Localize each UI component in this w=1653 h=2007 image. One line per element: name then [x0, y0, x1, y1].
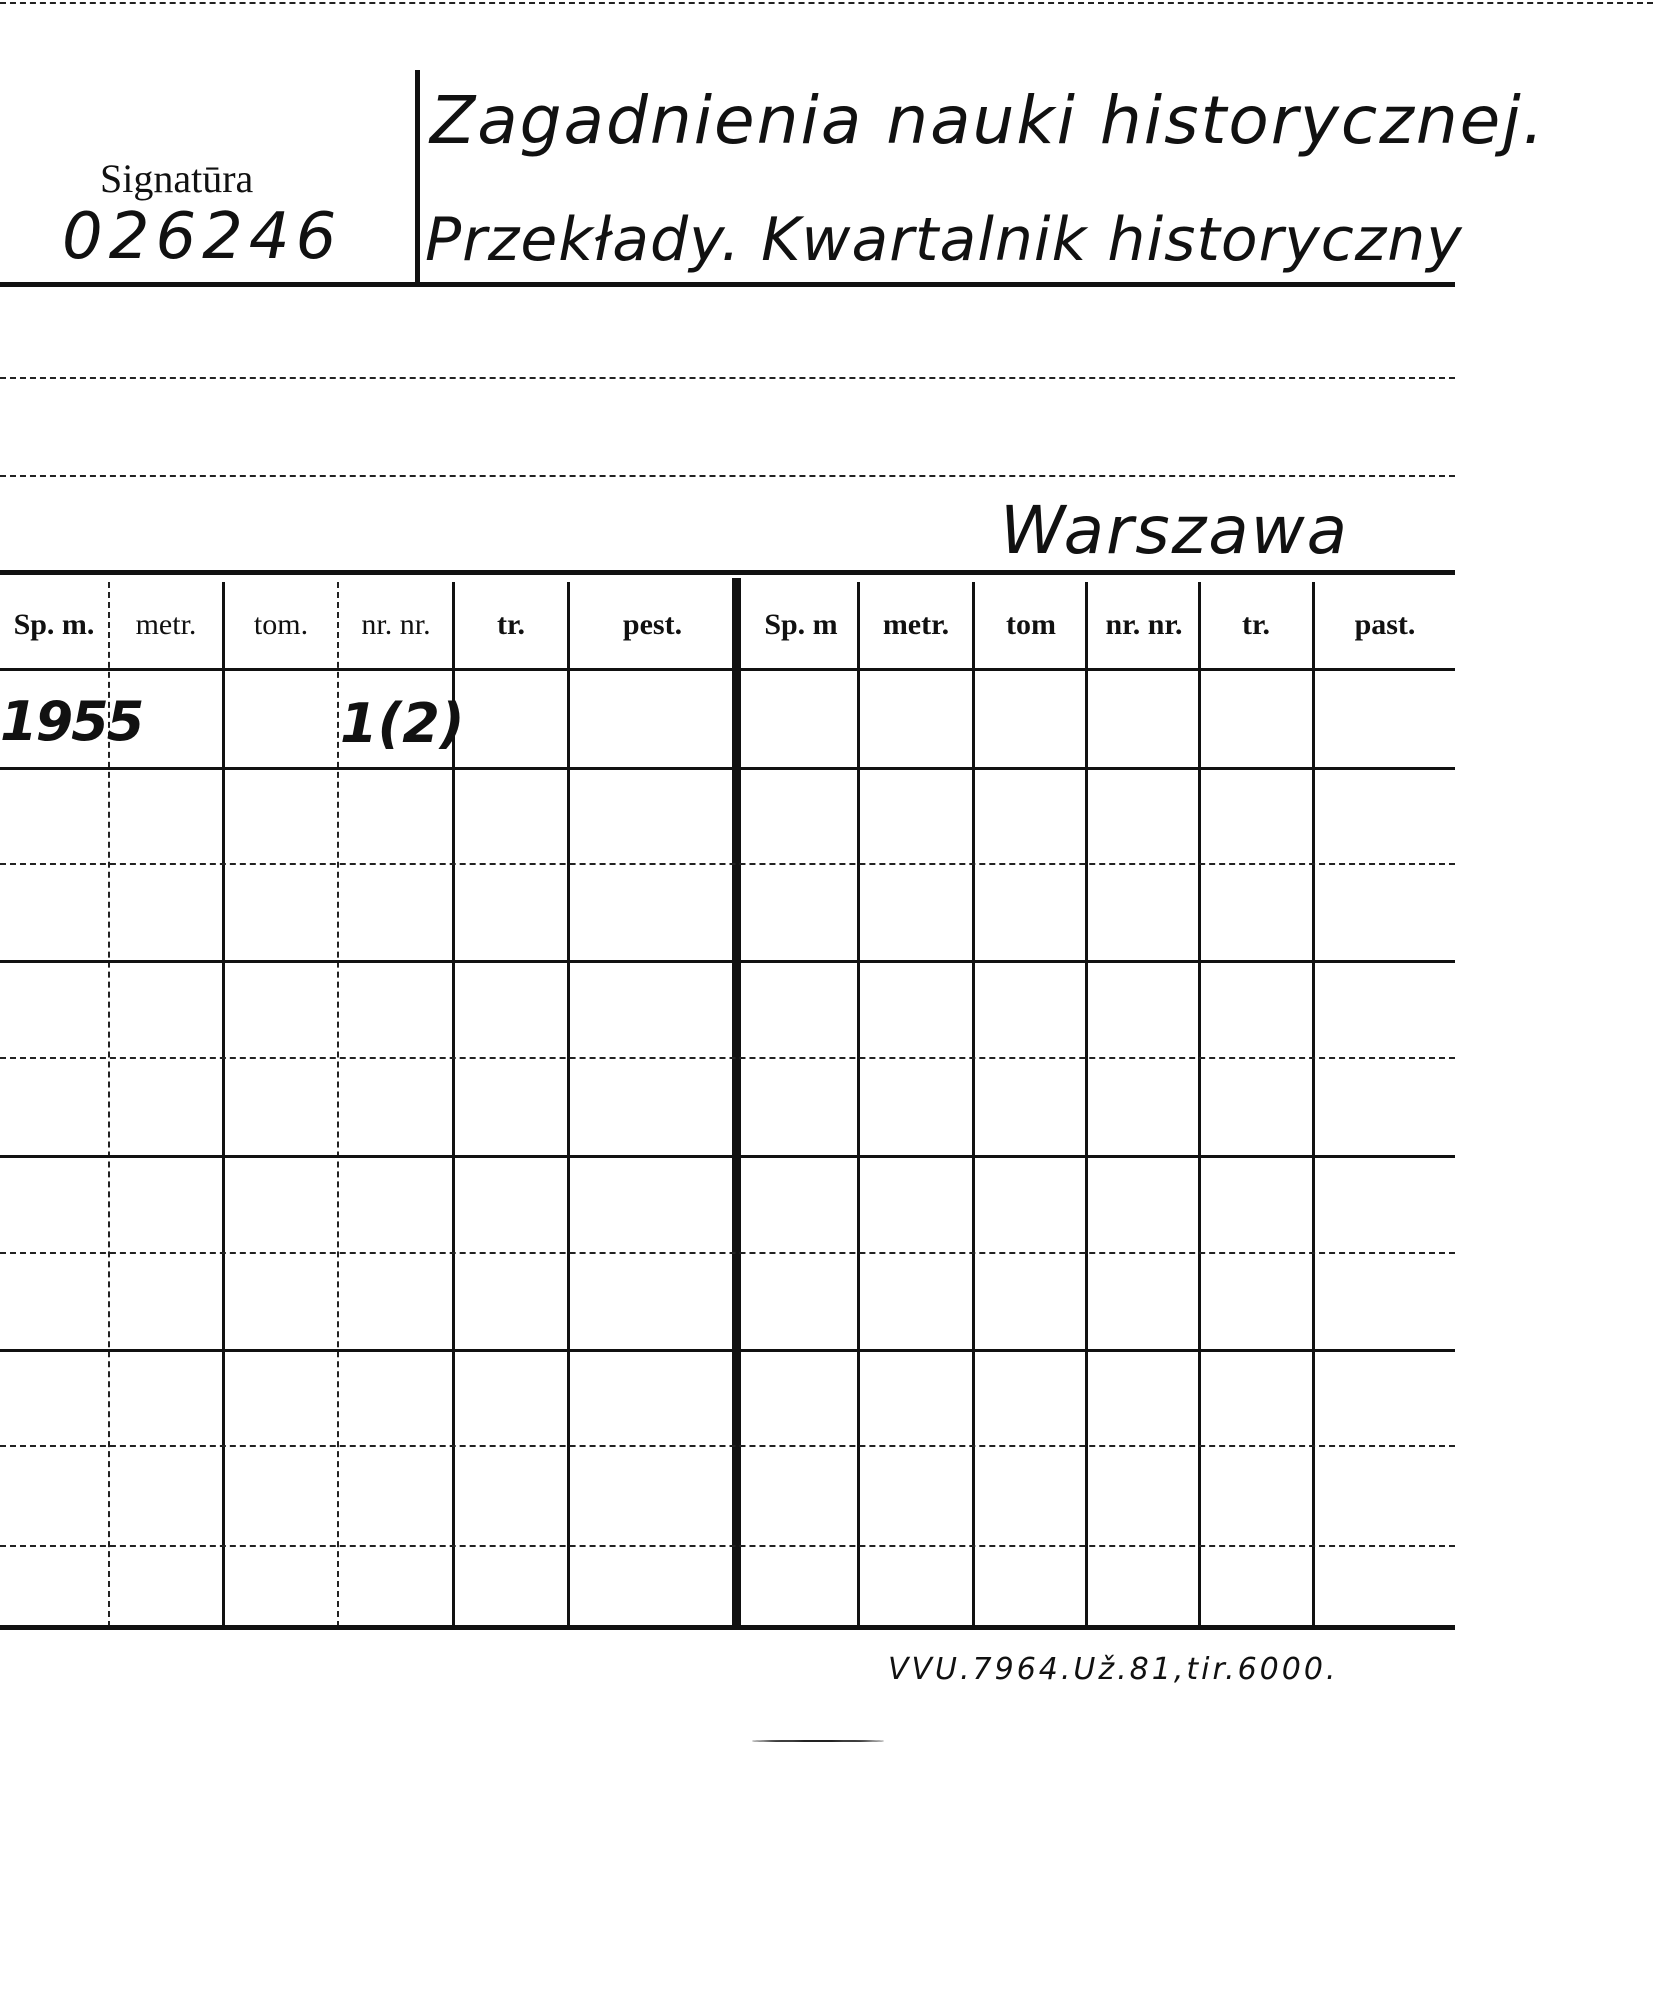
col-divider — [972, 582, 975, 1627]
right-col-nr-nr: nr. nr. — [1105, 608, 1183, 641]
row-line — [0, 960, 1455, 963]
cell-nr-nr: 1(2) — [340, 692, 465, 755]
row-line — [0, 1155, 1455, 1158]
center-divider — [732, 578, 741, 1628]
right-col-metr: metr. — [882, 608, 950, 641]
left-col-metr: metr. — [135, 608, 197, 641]
place-name: Warszawa — [1000, 492, 1350, 569]
right-col-sp-m: Sp. m — [764, 608, 838, 641]
col-divider — [222, 582, 225, 1627]
col-divider — [857, 582, 860, 1627]
title-line-2: Przekłady. Kwartalnik historyczny — [425, 205, 1463, 275]
footer-printer-note: VVU.7964.Už.81,tir.6000. — [888, 1652, 1339, 1687]
stray-mark — [752, 1740, 884, 1742]
table-top-rule — [0, 570, 1455, 575]
blank-line-1 — [0, 377, 1455, 379]
row-line — [0, 767, 1455, 770]
row-line — [0, 1252, 1455, 1254]
row-line — [0, 1057, 1455, 1059]
table-bottom-rule — [0, 1625, 1455, 1630]
row-line — [0, 1445, 1455, 1447]
signature-number: 026246 — [62, 200, 343, 274]
top-edge-line — [0, 2, 1653, 4]
col-divider — [1312, 582, 1315, 1627]
cell-sp-m: 1955 — [0, 690, 143, 753]
row-line — [0, 863, 1455, 865]
title-line-1: Zagadnienia nauki historycznej. — [430, 82, 1546, 159]
signature-label: Signatūra — [100, 156, 254, 201]
row-line — [0, 1349, 1455, 1352]
col-divider — [1085, 582, 1088, 1627]
row-line — [0, 1545, 1455, 1547]
left-col-pest: pest. — [622, 608, 683, 641]
left-col-tom: tom. — [253, 608, 309, 641]
blank-line-2 — [0, 475, 1455, 477]
header-rule — [0, 282, 1455, 287]
left-col-nr-nr: nr. nr. — [361, 608, 431, 641]
right-col-past: past. — [1354, 608, 1416, 641]
right-col-tr: tr. — [1241, 608, 1271, 641]
header-divider — [415, 70, 420, 285]
col-divider — [567, 582, 570, 1627]
right-col-tom: tom — [1006, 608, 1056, 641]
left-col-tr: tr. — [496, 608, 526, 641]
table-header-rule — [0, 668, 1455, 671]
left-col-sp-m: Sp. m. — [13, 608, 95, 641]
col-divider — [1198, 582, 1201, 1627]
col-divider — [337, 582, 339, 1627]
